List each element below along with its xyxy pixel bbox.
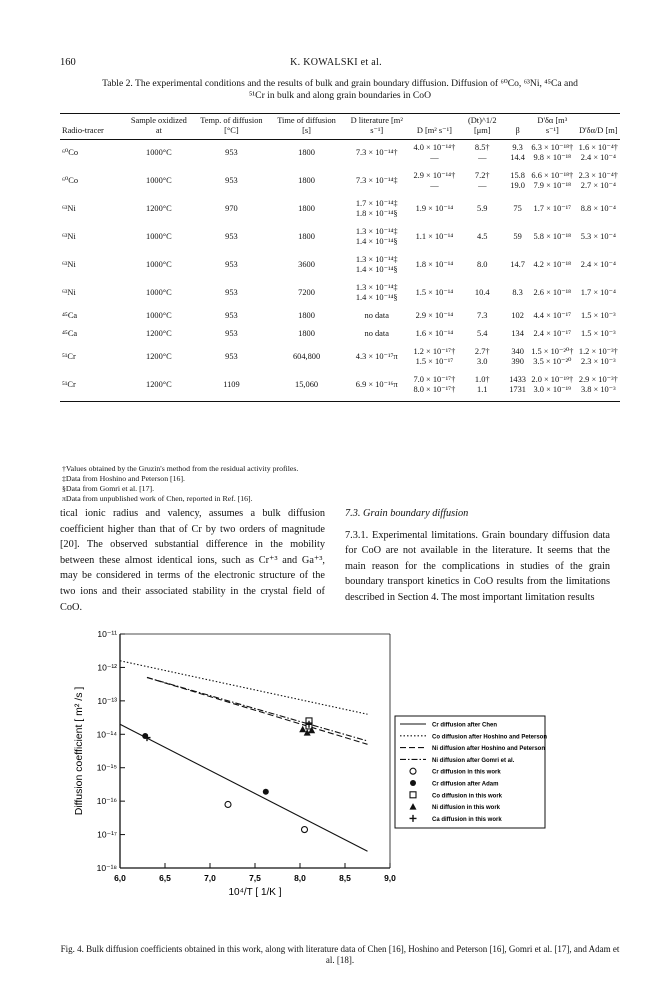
table-caption [60, 78, 620, 102]
data-point-open-circle [225, 801, 231, 807]
table-cell-time: 1800 [298, 232, 315, 241]
table-cell-tracer: ⁶⁰Co [62, 148, 79, 157]
figure-caption: Fig. 4. Bulk diffusion coefficients obtained in this work, along with literature data of Chen [16], Hoshino and Peterson [16], Gomri et al. [17], and Adam et al. [18]. [60, 944, 620, 965]
x-tick-label: 8,0 [294, 873, 306, 883]
table-cell-d: 4.0 × 10⁻¹⁴† — [413, 143, 456, 162]
column-header: Sample oxidized at [130, 116, 187, 135]
table-cell-temp: 1109 [223, 380, 240, 389]
table-row [60, 223, 620, 251]
section-heading: 7.3. Grain boundary diffusion [345, 508, 469, 519]
table-cell-ddelta: 5.8 × 10⁻¹⁸ [533, 232, 572, 241]
table-row [60, 139, 620, 167]
table-cell-oxidized: 1000°C [146, 176, 172, 185]
table-row [60, 307, 620, 325]
y-tick-label: 10⁻¹⁸ [96, 863, 117, 873]
column-header: D'δα/D [m] [579, 126, 618, 135]
plot-legend [395, 716, 547, 828]
table-cell-oxidized: 1000°C [146, 148, 172, 157]
series-line [120, 724, 368, 851]
y-tick-label: 10⁻¹³ [97, 695, 117, 706]
table-cell-temp: 953 [225, 288, 238, 297]
table-top-rule [60, 113, 620, 114]
running-title: K. KOWALSKI et al. [290, 57, 382, 68]
table-cell-ratio: 1.5 × 10⁻³ [580, 311, 616, 320]
table-cell-beta: 9.3 14.4 [510, 143, 525, 162]
table-cell-temp: 970 [225, 204, 238, 213]
table-cell-oxidized: 1200°C [146, 352, 172, 361]
table-cell-d: 1.6 × 10⁻¹⁴ [415, 329, 454, 338]
table-cell-temp: 953 [225, 232, 238, 241]
table-footnotes [62, 464, 298, 504]
table-body [60, 139, 620, 399]
legend-label: Cr diffusion in this work [432, 769, 501, 776]
table-cell-dt: 2.7† 3.0 [474, 347, 490, 366]
table-cell-dt: 5.9 [477, 204, 488, 213]
y-tick-label: 10⁻¹⁵ [96, 762, 117, 773]
table-cell-temp: 953 [225, 260, 238, 269]
table-cell-beta: 14.7 [510, 260, 525, 269]
table-cell-dlit: 1.3 × 10⁻¹⁴‡ 1.4 × 10⁻¹⁴§ [355, 255, 398, 274]
table-cell-d: 1.5 × 10⁻¹⁴ [415, 288, 454, 297]
table-cell-oxidized: 1000°C [146, 311, 172, 320]
x-tick-label: 9,0 [384, 873, 396, 883]
table-cell-beta: 1433 1731 [509, 375, 526, 394]
table-cell-beta: 75 [513, 204, 522, 213]
table-cell-beta: 102 [511, 311, 524, 320]
table-cell-oxidized: 1000°C [146, 288, 172, 297]
column-header: D'δα [m³ s⁻¹] [537, 116, 568, 135]
table-cell-oxidized: 1000°C [146, 260, 172, 269]
footnote: §Data from Gomri et al. [17]. [62, 484, 155, 493]
table-caption-line-1: Table 2. The experimental conditions and the results of bulk and grain boundary diffusion. Diffusion of ⁶⁰Co, ⁶³Ni, ⁴⁵Ca and [102, 78, 578, 89]
table-cell-tracer: ⁴⁵Ca [62, 311, 78, 320]
table-cell-tracer: ⁴⁵Ca [62, 329, 78, 338]
table-row [60, 279, 620, 307]
table-cell-dt: 5.4 [477, 329, 488, 338]
table-cell-oxidized: 1200°C [146, 329, 172, 338]
table-row [60, 325, 620, 343]
table-cell-ddelta: 1.5 × 10⁻²⁰† 3.5 × 10⁻²⁰ [531, 347, 574, 366]
table-cell-beta: 8.3 [512, 288, 523, 297]
table-cell-ratio: 1.2 × 10⁻³† 2.3 × 10⁻³ [578, 347, 618, 366]
table-cell-dlit: 7.3 × 10⁻¹⁴‡ [355, 176, 398, 185]
footnote: †Values obtained by the Gruzin's method from the residual activity profiles. [62, 464, 299, 473]
table-cell-d: 7.0 × 10⁻¹⁷† 8.0 × 10⁻¹⁷† [413, 375, 456, 394]
table-cell-dlit: no data [364, 311, 389, 320]
x-tick-label: 6,5 [159, 873, 171, 883]
table-cell-ddelta: 2.4 × 10⁻¹⁷ [533, 329, 572, 338]
table-cell-tracer: ⁶³Ni [62, 288, 76, 297]
table-cell-dt: 1.0† 1.1 [474, 375, 490, 394]
table-cell-time: 604,800 [292, 352, 321, 361]
legend-label: Co diffusion after Hoshino and Peterson [432, 734, 548, 741]
data-point-open-square [410, 792, 416, 798]
x-tick-label: 8,5 [339, 873, 351, 883]
table-cell-time: 1800 [298, 148, 315, 157]
table-cell-tracer: ⁵¹Cr [62, 352, 76, 361]
table-cell-d: 1.9 × 10⁻¹⁴ [415, 204, 454, 213]
header-row [60, 116, 620, 139]
legend-label: Ni diffusion after Hoshino and Peterson [432, 746, 546, 753]
table-cell-tracer: ⁶³Ni [62, 260, 76, 269]
table-cell-temp: 953 [225, 329, 238, 338]
y-tick-label: 10⁻¹¹ [97, 629, 117, 639]
data-point-filled-triangle [299, 726, 306, 733]
table-header-rule [60, 139, 620, 140]
table-cell-dlit: 1.3 × 10⁻¹⁴‡ 1.4 × 10⁻¹⁴§ [355, 283, 398, 302]
column-header: D literature [m² s⁻¹] [350, 116, 403, 135]
table-cell-dlit: 7.3 × 10⁻¹⁴† [355, 148, 398, 157]
y-tick-label: 10⁻¹⁴ [96, 729, 117, 740]
table-cell-dt: 7.3 [477, 311, 488, 320]
table-cell-tracer: ⁶³Ni [62, 232, 76, 241]
table-cell-ratio: 8.8 × 10⁻⁴ [580, 204, 616, 213]
x-tick-label: 7,5 [249, 873, 261, 883]
column-header: (Dt)^1/2 [μm] [467, 116, 497, 135]
table-row [60, 195, 620, 223]
legend-label: Co diffusion in this work [432, 793, 502, 800]
table-cell-d: 2.9 × 10⁻¹⁴† — [413, 171, 456, 190]
table-cell-ratio: 5.3 × 10⁻⁴ [580, 232, 616, 241]
table-cell-d: 1.8 × 10⁻¹⁴ [415, 260, 454, 269]
left-column-text: tical ionic radius and valency, assumes a bulk diffusion coefficient higher than that of Cr by two orders of magnitude [20]. The observed substantial difference in the mobility between these almost identical ions, such as Cr⁺³ and Ga⁺³, may be considered in terms of the electronic structure of the two ions and their associated stability in the crystal field of CoO. [60, 508, 325, 613]
table-cell-oxidized: 1200°C [146, 380, 172, 389]
table-cell-temp: 953 [225, 148, 238, 157]
table-row [60, 251, 620, 279]
table-cell-temp: 953 [225, 176, 238, 185]
data-point-filled-circle [263, 789, 269, 795]
y-tick-label: 10⁻¹⁷ [97, 829, 117, 840]
table-cell-dt: 10.4 [474, 288, 490, 297]
table-cell-time: 1800 [298, 329, 315, 338]
table-cell-ddelta: 2.6 × 10⁻¹⁸ [533, 288, 572, 297]
legend-label: Cr diffusion after Chen [432, 722, 498, 729]
table-cell-d: 1.2 × 10⁻¹⁷† 1.5 × 10⁻¹⁷ [413, 347, 456, 366]
table-cell-oxidized: 1200°C [146, 204, 172, 213]
table-cell-beta: 59 [513, 232, 522, 241]
y-tick-label: 10⁻¹² [97, 662, 117, 673]
table-cell-d: 1.1 × 10⁻¹⁴ [415, 232, 454, 241]
table-cell-tracer: ⁶³Ni [62, 204, 76, 213]
table-row [60, 167, 620, 195]
table-cell-ratio: 1.6 × 10⁻⁴† 2.4 × 10⁻⁴ [578, 143, 618, 162]
table-cell-dt: 4.5 [477, 232, 488, 241]
table-cell-ddelta: 1.7 × 10⁻¹⁷ [533, 204, 572, 213]
table-cell-time: 1800 [298, 176, 315, 185]
table-cell-ratio: 1.5 × 10⁻³ [580, 329, 616, 338]
table-cell-d: 2.9 × 10⁻¹⁴ [415, 311, 454, 320]
table-cell-beta: 15.8 19.0 [510, 171, 525, 190]
table-cell-ratio: 2.9 × 10⁻³† 3.8 × 10⁻³ [578, 375, 618, 394]
table-cell-dlit: 6.9 × 10⁻¹⁶π [355, 380, 398, 389]
table-cell-tracer: ⁵¹Cr [62, 380, 76, 389]
x-tick-label: 7,0 [204, 873, 216, 883]
plot-points [142, 718, 315, 833]
table-cell-beta: 134 [511, 329, 524, 338]
table-cell-ddelta: 4.4 × 10⁻¹⁷ [533, 311, 572, 320]
table-cell-temp: 953 [225, 352, 238, 361]
table-row [60, 371, 620, 399]
table-cell-dt: 8.0 [477, 260, 488, 269]
table-cell-dlit: 4.3 × 10⁻¹⁷π [355, 352, 398, 361]
y-tick-label: 10⁻¹⁶ [96, 796, 117, 807]
data-point-open-circle [302, 827, 308, 833]
y-axis-label: Diffusion coefficient [ m² /s ] [73, 686, 85, 816]
footnote: ‡Data from Hoshino and Peterson [16]. [62, 474, 185, 483]
x-tick-label: 6,0 [114, 873, 126, 883]
table-cell-oxidized: 1000°C [146, 232, 172, 241]
table-cell-time: 1800 [298, 311, 315, 320]
legend-label: Ni diffusion in this work [432, 805, 500, 812]
table-cell-dlit: 1.7 × 10⁻¹⁴‡ 1.8 × 10⁻¹⁴§ [355, 199, 398, 218]
series-line [120, 661, 368, 714]
data-table [60, 116, 620, 399]
table-cell-dt: 8.5† — [474, 143, 490, 162]
table-cell-ddelta: 4.2 × 10⁻¹⁸ [533, 260, 572, 269]
table-cell-temp: 953 [225, 311, 238, 320]
table-header [60, 116, 620, 139]
column-header: β [515, 126, 520, 135]
plot-lines [120, 661, 368, 852]
table-bottom-rule [60, 401, 620, 402]
table-cell-ddelta: 6.6 × 10⁻¹⁸† 7.9 × 10⁻¹⁸ [531, 171, 574, 190]
table-cell-time: 15,060 [295, 380, 319, 389]
table-cell-dlit: 1.3 × 10⁻¹⁴‡ 1.4 × 10⁻¹⁴§ [355, 227, 398, 246]
diffusion-figure [60, 620, 620, 936]
x-axis-label: 10⁴/T [ 1/K ] [228, 887, 282, 898]
table-cell-beta: 340 390 [511, 347, 524, 366]
column-header: D [m² s⁻¹] [416, 126, 452, 135]
column-header: Time of diffusion [s] [277, 116, 336, 135]
legend-label: Cr diffusion after Adam [432, 781, 499, 788]
column-header: Radio-tracer [62, 126, 104, 135]
footnote: πData from unpublished work of Chen, reported in Ref. [16]. [62, 494, 253, 503]
right-column-text: 7.3.1. Experimental limitations. Grain boundary diffusion data for CoO are not available in the literature. It seems that the main reason for the complications in studies of the grain boundary transport kinetics in CoO results from the limitations described in Section 4. The most important limitation results [345, 529, 610, 603]
data-point-open-circle [410, 768, 416, 774]
series-line [147, 677, 368, 741]
table-cell-ratio: 1.7 × 10⁻⁴ [580, 288, 616, 297]
table-cell-tracer: ⁶⁰Co [62, 176, 79, 185]
table-cell-ddelta: 2.0 × 10⁻¹⁹† 3.0 × 10⁻¹⁹ [531, 375, 574, 394]
legend-label: Ca diffusion in this work [432, 816, 502, 823]
table-cell-time: 7200 [298, 288, 315, 297]
table-row [60, 343, 620, 371]
table-cell-dlit: no data [364, 329, 389, 338]
data-point-filled-circle [410, 780, 416, 786]
page-number: 160 [60, 57, 76, 68]
table-caption-line-2: ⁵¹Cr in bulk and along grain boundaries in CoO [248, 90, 432, 101]
table-cell-dt: 7.2† — [474, 171, 490, 190]
plot-axes [73, 629, 396, 898]
table-cell-ddelta: 6.3 × 10⁻¹⁸† 9.8 × 10⁻¹⁸ [531, 143, 574, 162]
table-cell-ratio: 2.4 × 10⁻⁴ [580, 260, 616, 269]
table-cell-time: 1800 [298, 204, 315, 213]
table-cell-time: 3600 [298, 260, 315, 269]
right-column [345, 506, 610, 606]
column-header: Temp. of diffusion [°C] [200, 116, 263, 135]
legend-label: Ni diffusion after Gomri et al. [432, 757, 515, 764]
table-cell-ratio: 2.3 × 10⁻⁴† 2.7 × 10⁻⁴ [578, 171, 618, 190]
